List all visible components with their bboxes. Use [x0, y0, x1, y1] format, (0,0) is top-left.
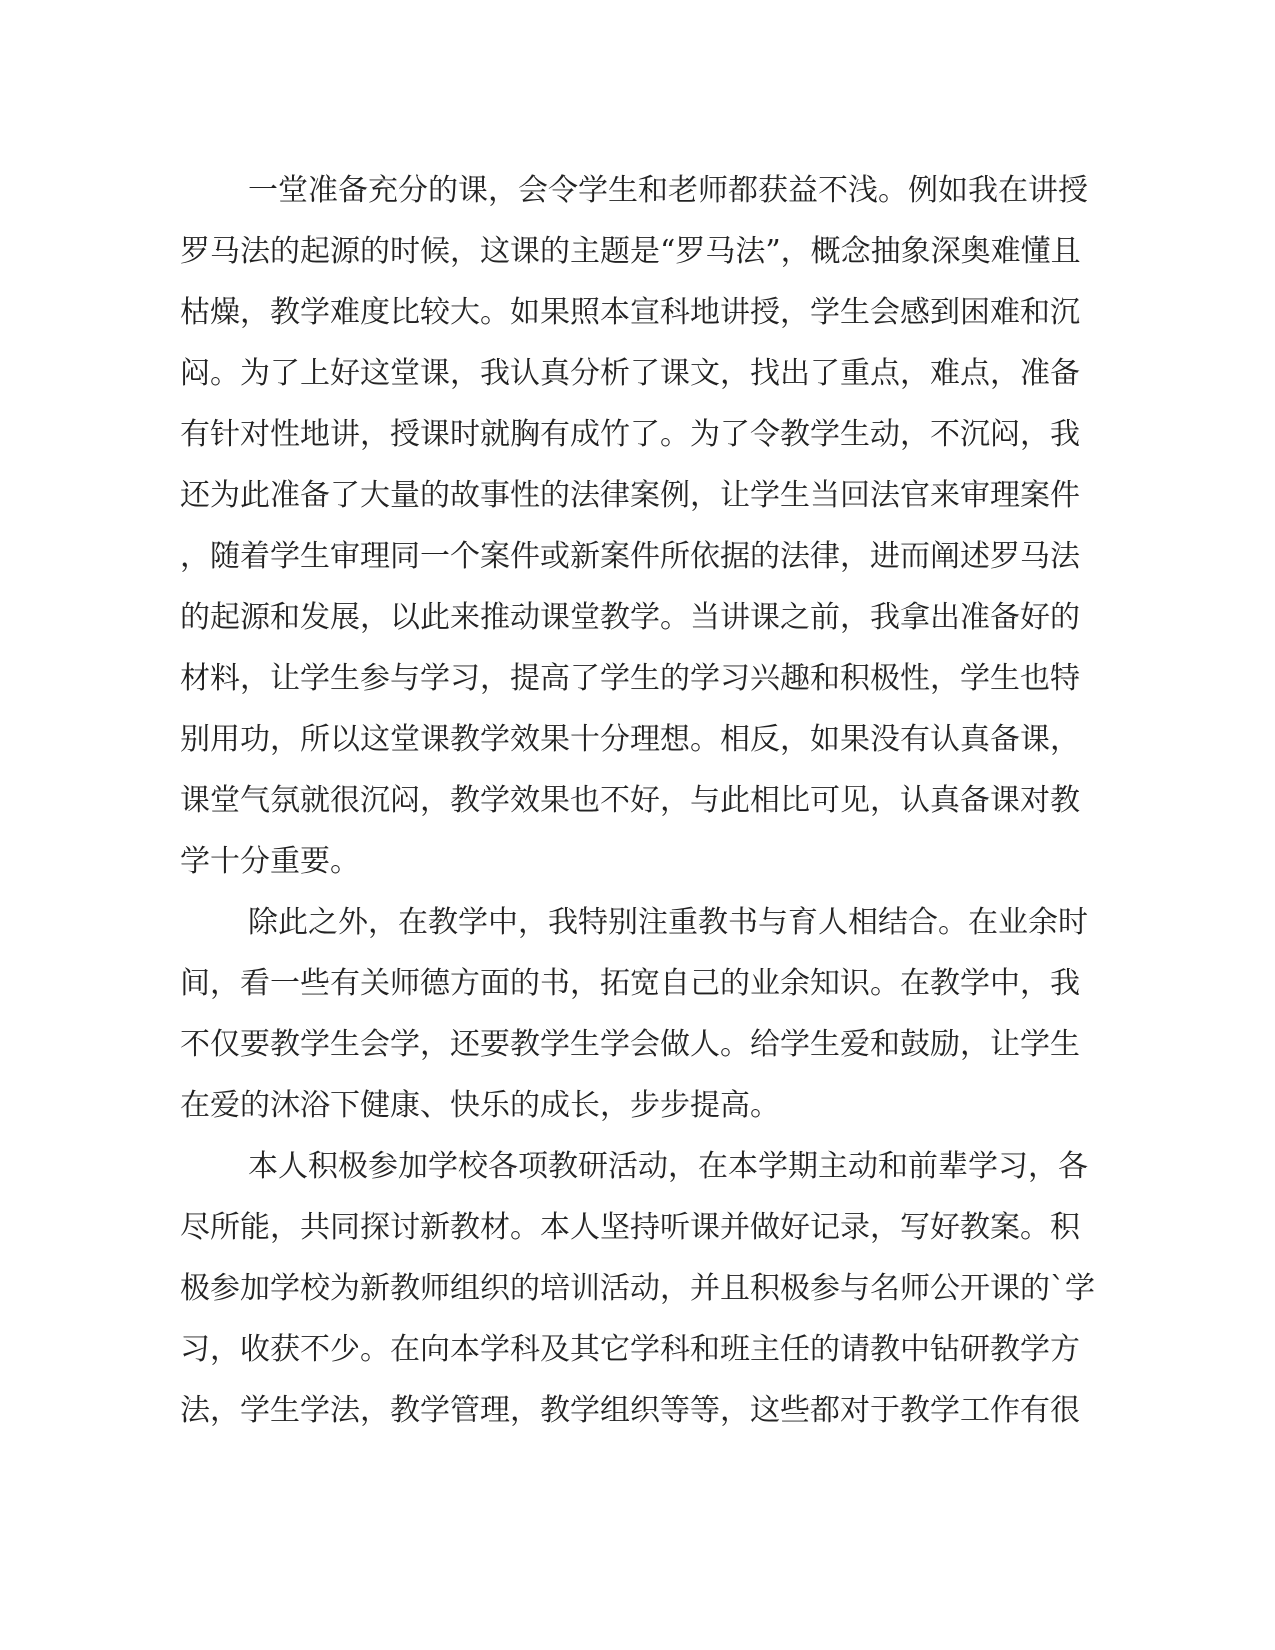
paragraph-3-line-3: 极参加学校为新教师组织的培训活动，并且积极参与名师公开课的`学 — [180, 1271, 1095, 1306]
paragraph-1-line-10: 别用功，所以这堂课教学效果十分理想。相反，如果没有认真备课， — [180, 722, 1080, 757]
paragraph-3-line-1: 本人积极参加学校各项教研活动，在本学期主动和前辈学习，各 — [248, 1149, 1088, 1184]
paragraph-1-line-2: 罗马法的起源的时候，这课的主题是“罗马法”，概念抽象深奥难懂且 — [180, 234, 1081, 269]
paragraph-1-line-9: 材料，让学生参与学习，提高了学生的学习兴趣和积极性，学生也特 — [180, 661, 1080, 696]
paragraph-1-line-4: 闷。为了上好这堂课，我认真分析了课文，找出了重点，难点，准备 — [180, 356, 1080, 391]
paragraph-1-line-8: 的起源和发展，以此来推动课堂教学。当讲课之前，我拿出准备好的 — [180, 600, 1080, 635]
paragraph-1-line-3: 枯燥，教学难度比较大。如果照本宣科地讲授，学生会感到困难和沉 — [180, 295, 1080, 330]
paragraph-3-line-2: 尽所能，共同探讨新教材。本人坚持听课并做好记录，写好教案。积 — [180, 1210, 1080, 1245]
paragraph-1-line-6: 还为此准备了大量的故事性的法律案例，让学生当回法官来审理案件 — [180, 478, 1080, 513]
paragraph-1-line-5: 有针对性地讲，授课时就胸有成竹了。为了令教学生动，不沉闷，我 — [180, 417, 1080, 452]
paragraph-1-line-1: 一堂准备充分的课，会令学生和老师都获益不浅。例如我在讲授 — [248, 173, 1088, 208]
paragraph-3-line-4: 习，收获不少。在向本学科及其它学科和班主任的请教中钻研教学方 — [180, 1332, 1080, 1367]
body-text — [180, 160, 1095, 1441]
paragraph-2-line-1: 除此之外，在教学中，我特别注重教书与育人相结合。在业余时 — [248, 905, 1088, 940]
paragraph-2-line-3: 不仅要教学生会学，还要教学生学会做人。给学生爱和鼓励，让学生 — [180, 1027, 1080, 1062]
paragraph-1-line-7: ，随着学生审理同一个案件或新案件所依据的法律，进而阐述罗马法 — [180, 539, 1080, 574]
paragraph-3-line-5: 法，学生学法，教学管理，教学组织等等，这些都对于教学工作有很 — [180, 1393, 1080, 1428]
paragraph-2-line-2: 间，看一些有关师德方面的书，拓宽自己的业余知识。在教学中，我 — [180, 966, 1080, 1001]
paragraph-2-line-4: 在爱的沐浴下健康、快乐的成长，步步提高。 — [180, 1088, 780, 1123]
paragraph-1-line-11: 课堂气氛就很沉闷，教学效果也不好，与此相比可见，认真备课对教 — [180, 783, 1080, 818]
paragraph-1-line-12: 学十分重要。 — [180, 844, 360, 879]
